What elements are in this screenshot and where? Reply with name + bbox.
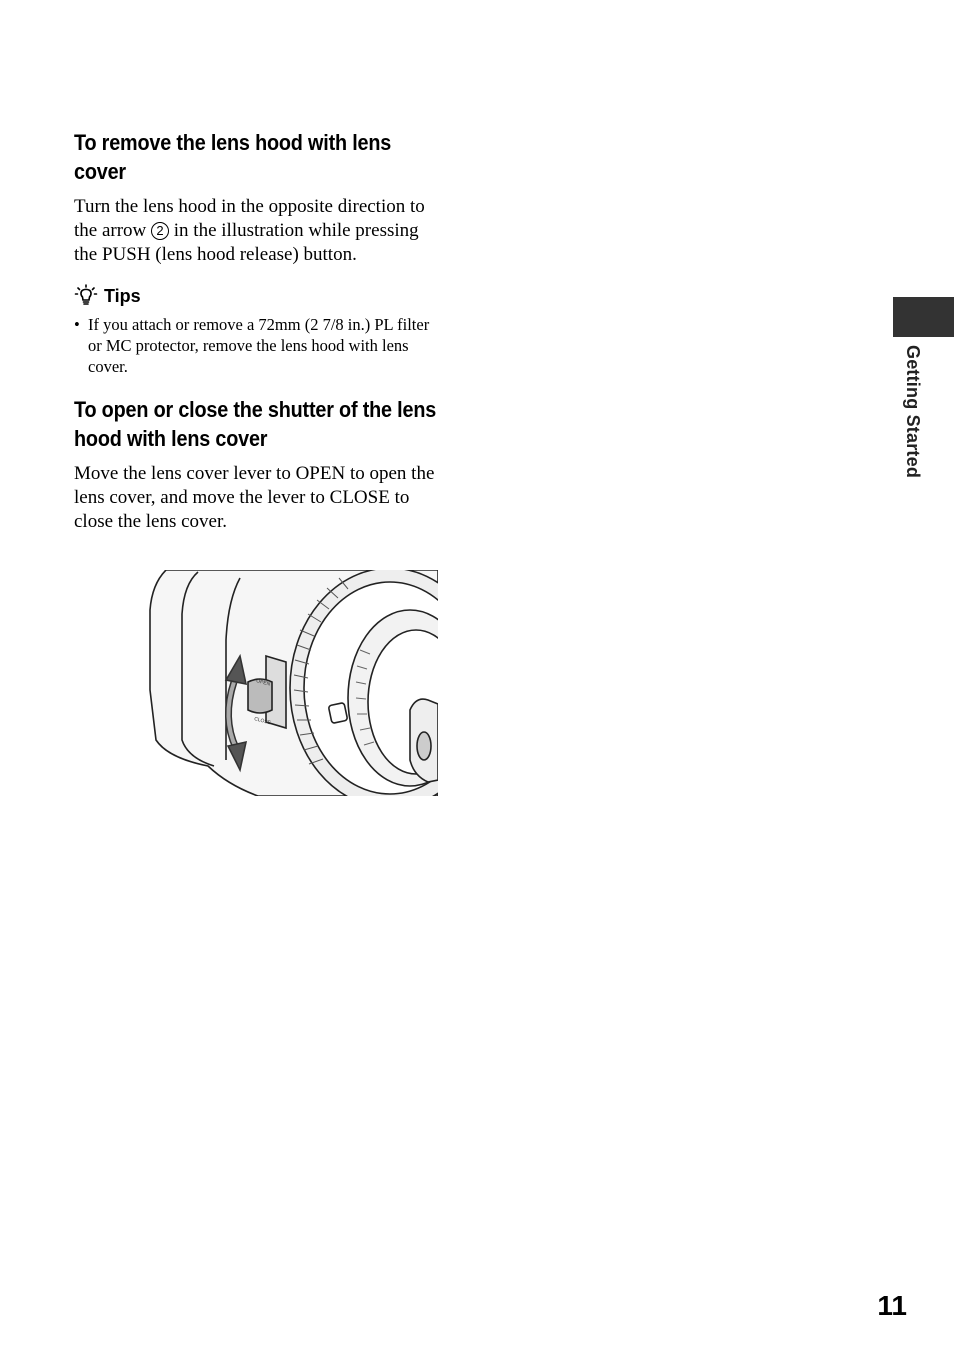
lightbulb-icon [74, 284, 98, 308]
section-tab-label: Getting Started [903, 345, 923, 479]
lever-label-close: CLOSE [253, 716, 272, 727]
section-body-remove-hood [74, 195, 444, 266]
lens-hood-illustration [148, 570, 438, 796]
tips-list [74, 314, 444, 377]
lever-label-open: OPEN [255, 678, 271, 688]
section-heading-open-close: To open or close the shutter of the lens hood with lens cover [74, 397, 437, 452]
circled-number: 2 [151, 222, 169, 240]
tips-header [74, 284, 444, 308]
section-tab-marker [893, 297, 954, 337]
body-text-part1: Turn the lens hood in the opposite direction to the arrow [74, 196, 425, 241]
body-text-part2: in the illustration while pressing the PUSH (lens hood release) button. [74, 219, 419, 265]
section-heading-remove-hood: To remove the lens hood with lens cover [74, 130, 392, 184]
section-open-close [74, 395, 444, 533]
main-column [74, 128, 444, 534]
tips-item: • If you attach or remove a 72mm (2 7/8 in.) PL filter or MC protector, remove the lens hood with lens cover. [74, 314, 444, 377]
tips-label: Tips [104, 285, 141, 306]
page-number: 11 [877, 1290, 907, 1321]
section-body-open-close: Move the lens cover lever to OPEN to open the lens cover, and move the lever to CLOSE to close the lens cover. [74, 463, 435, 532]
